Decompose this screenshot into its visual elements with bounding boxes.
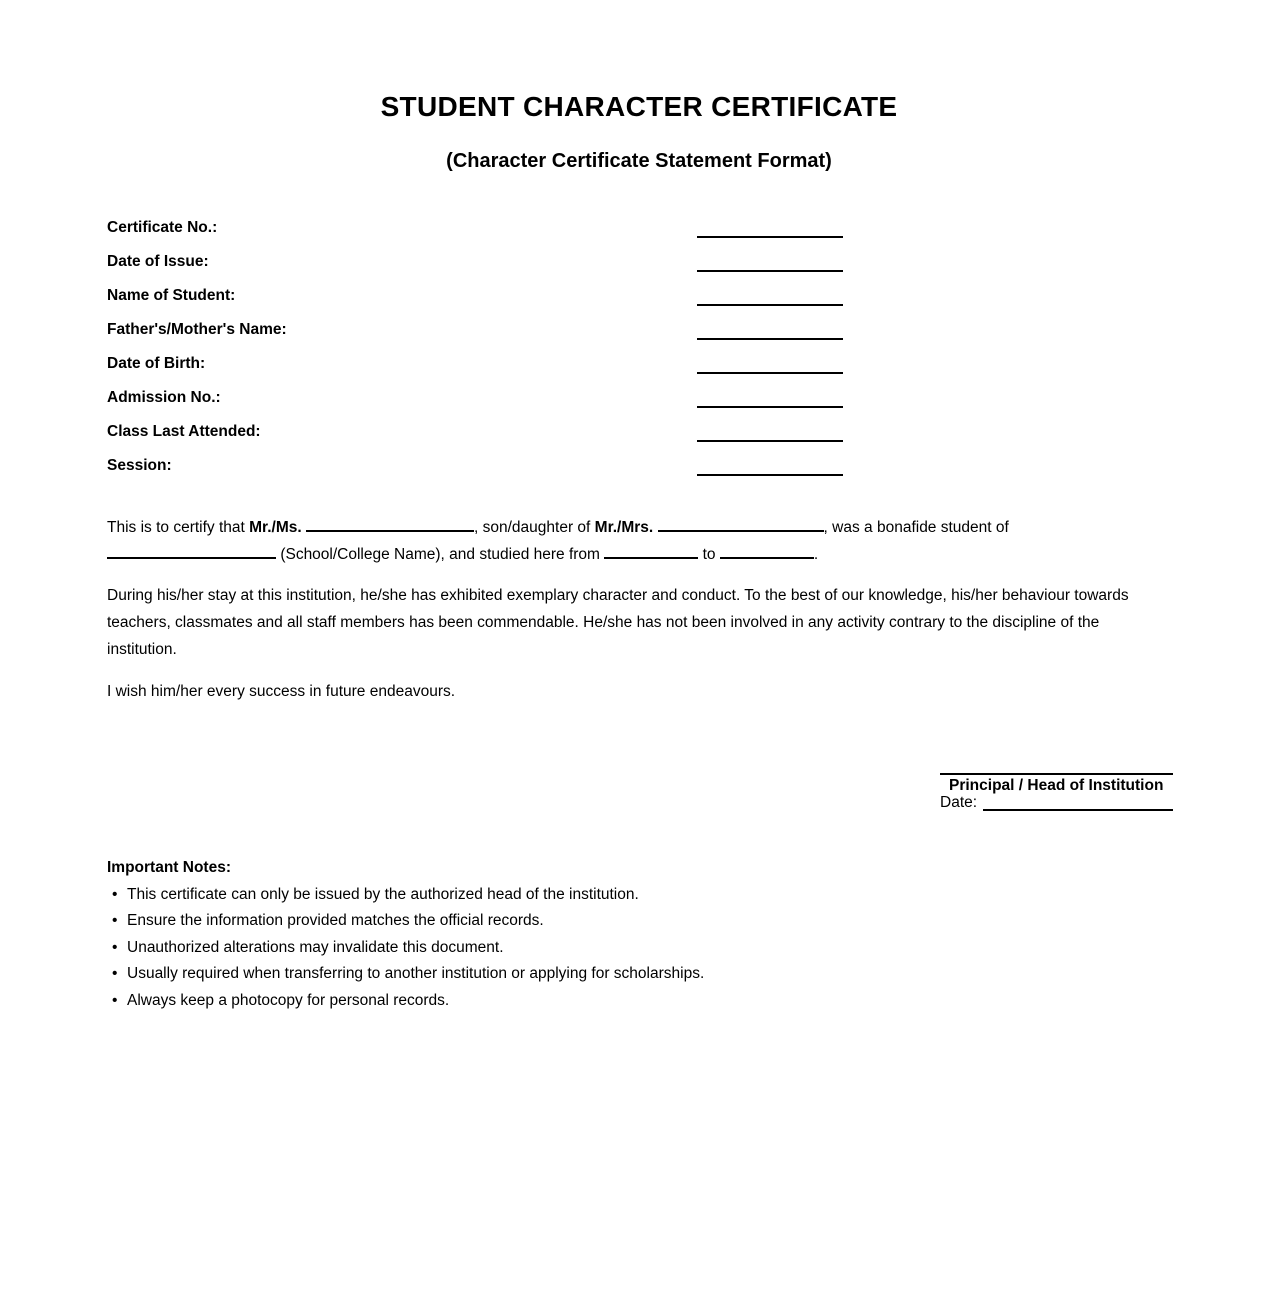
blank-line xyxy=(720,547,814,559)
blank-line xyxy=(697,406,843,408)
blank-line xyxy=(107,547,276,559)
form-field-row xyxy=(107,381,1172,415)
signature-line xyxy=(940,773,1173,775)
certify-paragraph xyxy=(107,514,1170,568)
blank-line xyxy=(697,304,843,306)
blank-line xyxy=(697,270,843,272)
mr-ms-label: Mr./Ms. xyxy=(249,519,302,536)
form-field-row xyxy=(107,245,1172,279)
field-label-class-last-attended: Class Last Attended: xyxy=(107,423,261,440)
blank-line xyxy=(697,372,843,374)
son-daughter-text: , son/daughter of xyxy=(474,519,591,536)
mr-mrs-label: Mr./Mrs. xyxy=(594,519,654,536)
blank-line xyxy=(604,547,698,559)
to-text: to xyxy=(702,546,716,563)
form-fields-section xyxy=(107,211,1172,483)
signature-block xyxy=(940,773,1173,811)
signature-date-row xyxy=(940,795,1173,811)
field-label-name-of-student: Name of Student: xyxy=(107,287,236,304)
blank-line xyxy=(306,520,474,532)
list-item: • This certificate can only be issued by the authorized head of the institution. xyxy=(107,882,1170,908)
field-label-date-of-issue: Date of Issue: xyxy=(107,253,209,270)
blank-line xyxy=(697,236,843,238)
period-text: . xyxy=(813,546,819,563)
school-name-text: (School/College Name), and studied here from xyxy=(280,546,600,563)
bonafide-text: , was a bonafide student of xyxy=(823,519,1009,536)
blank-line xyxy=(697,474,843,476)
wish-line: I wish him/her every success in future endeavours. xyxy=(107,683,456,700)
important-notes-section xyxy=(107,858,1170,1014)
field-label-date-of-birth: Date of Birth: xyxy=(107,355,206,372)
form-field-row xyxy=(107,415,1172,449)
signature-title: Principal / Head of Institution xyxy=(949,777,1164,794)
blank-line xyxy=(983,797,1173,811)
list-item: • Ensure the information provided matches the official records. xyxy=(107,908,1170,934)
form-field-row xyxy=(107,313,1172,347)
blank-line xyxy=(697,338,843,340)
field-label-session: Session: xyxy=(107,457,172,474)
list-item: • Usually required when transferring to another institution or applying for scholarships. xyxy=(107,961,1170,987)
page-title: STUDENT CHARACTER CERTIFICATE xyxy=(380,91,898,122)
field-label-parent-name: Father's/Mother's Name: xyxy=(107,321,287,338)
field-label-certificate-no: Certificate No.: xyxy=(107,219,218,236)
list-item: • Always keep a photocopy for personal records. xyxy=(107,988,1170,1014)
certify-intro-text: This is to certify that xyxy=(107,519,245,536)
list-item: • Unauthorized alterations may invalidate this document. xyxy=(107,935,1170,961)
field-label-admission-no: Admission No.: xyxy=(107,389,221,406)
blank-line xyxy=(658,520,824,532)
form-field-row xyxy=(107,347,1172,381)
blank-line xyxy=(697,440,843,442)
form-field-row xyxy=(107,279,1172,313)
notes-list xyxy=(107,882,1170,1014)
form-field-row xyxy=(107,211,1172,245)
page-subtitle: (Character Certificate Statement Format) xyxy=(446,150,832,172)
conduct-paragraph: During his/her stay at this institution, he/she has exhibited exemplary character and conduct. To the best of our knowledge, his/her behaviour towards teachers, classmates and all staff members has been commendable. He/she has not been involved in any activity contrary to the discipline of the institution. xyxy=(107,587,1129,658)
notes-heading: Important Notes: xyxy=(107,859,231,876)
date-label: Date: xyxy=(940,794,978,811)
form-field-row xyxy=(107,449,1172,483)
